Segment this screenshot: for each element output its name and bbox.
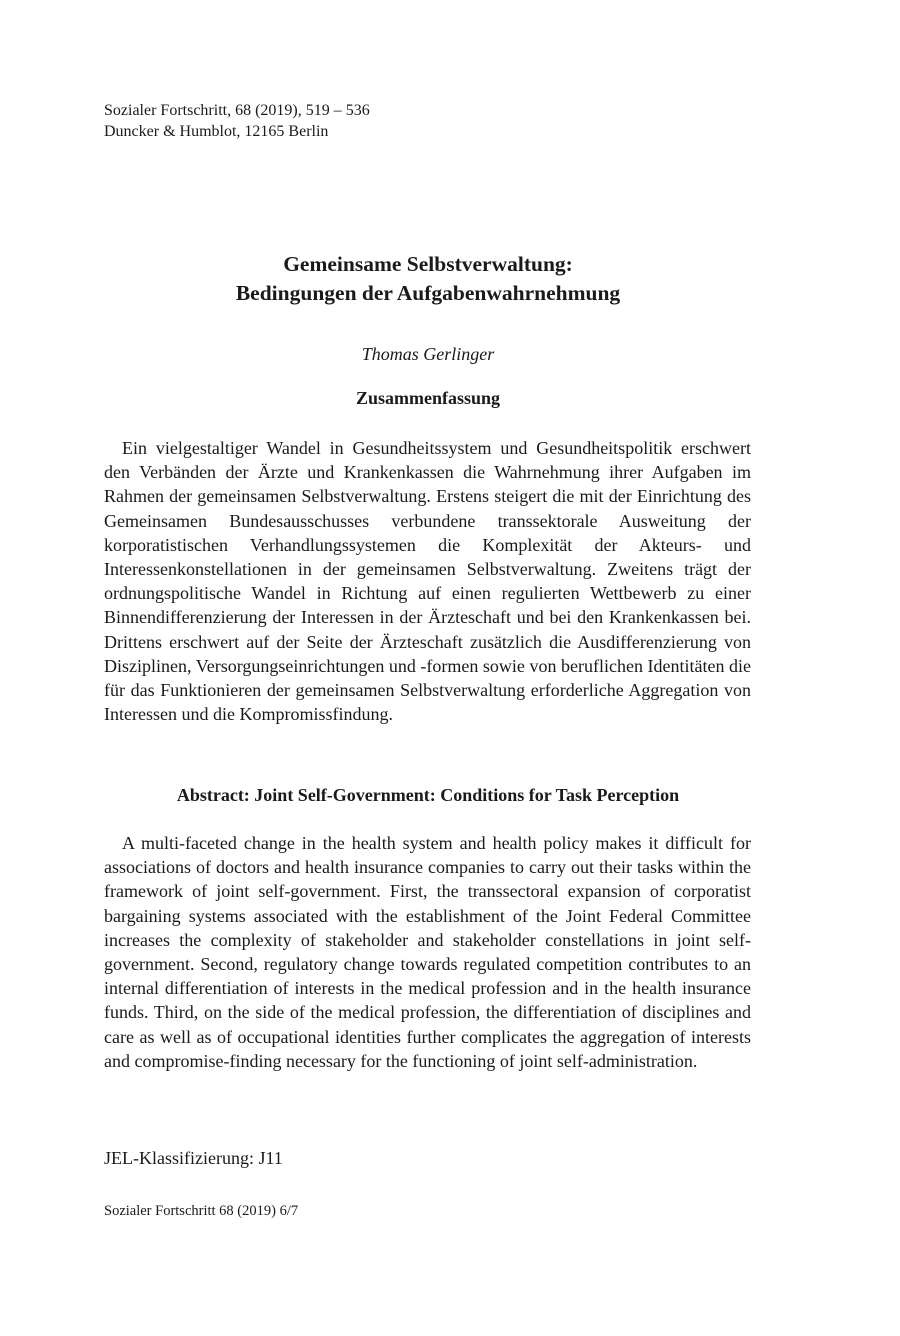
publisher-line: Duncker & Humblot, 12165 Berlin <box>104 123 329 140</box>
page-footer: Sozialer Fortschritt 68 (2019) 6/7 <box>104 1203 299 1219</box>
journal-citation: Sozialer Fortschritt, 68 (2019), 519 – 536 <box>104 102 370 119</box>
title-block <box>104 250 752 366</box>
english-abstract-heading: Abstract: Joint Self-Government: Conditions for Task Perception <box>176 785 680 805</box>
article-title-line-1: Gemeinsame Selbstverwaltung: <box>283 252 573 276</box>
jel-classification: JEL-Klassifizierung: J11 <box>104 1148 283 1168</box>
author-name: Thomas Gerlinger <box>361 344 495 364</box>
german-abstract-heading: Zusammenfassung <box>355 388 501 408</box>
article-title-line-2: Bedingungen der Aufgabenwahrnehmung <box>235 281 621 305</box>
german-abstract-text: Ein vielgestaltiger Wandel in Gesundheitssystem und Gesundheitspolitik erschwert den Verbänden der Ärzte und Krankenkassen die Wahrnehmung ihrer Aufgaben im Rahmen der gemeinsamen Selbstverwaltung. Erstens steigert die mit der Einrichtung des Gemeinsamen Bundesausschusses verbundene transsektorale Ausweitung der korporatistischen Verhandlungssystemen die Komplexität der Akteurs- und Interessenkonstellationen in der gemeinsamen Selbstverwaltung. Zweitens trägt der ordnungspolitische Wandel in Richtung auf einen regulierten Wettbewerb zu einer Binnendifferenzierung der Interessen in der Ärzteschaft und bei den Krankenkassen bei. Drittens erschwert auf der Seite der Ärzteschaft zusätzlich die Ausdifferenzierung von Disziplinen, Versorgungseinrichtungen und -formen sowie von beruflichen Identitäten die für das Funktionieren der gemeinsamen Selbstverwaltung erforderliche Aggregation von Interessen und die Kompromissfindung. <box>104 438 751 725</box>
journal-header <box>104 100 370 142</box>
english-abstract-text: A multi-faceted change in the health system and health policy makes it difficult for associations of doctors and health insurance companies to carry out their tasks within the framework of joint self-government. First, the transsectoral expansion of corporatist bargaining systems associated with the establishment of the Joint Federal Committee increases the complexity of stakeholder and stakeholder constellations in joint self-government. Second, regulatory change towards regulated competition contributes to an internal differentiation of interests in the medical profession and in the health insurance funds. Third, on the side of the medical profession, the differentiation of disciplines and care as well as of occupational identities further complicates the aggregation of interests and compromise-finding necessary for the functioning of joint self-administration. <box>104 833 751 1071</box>
